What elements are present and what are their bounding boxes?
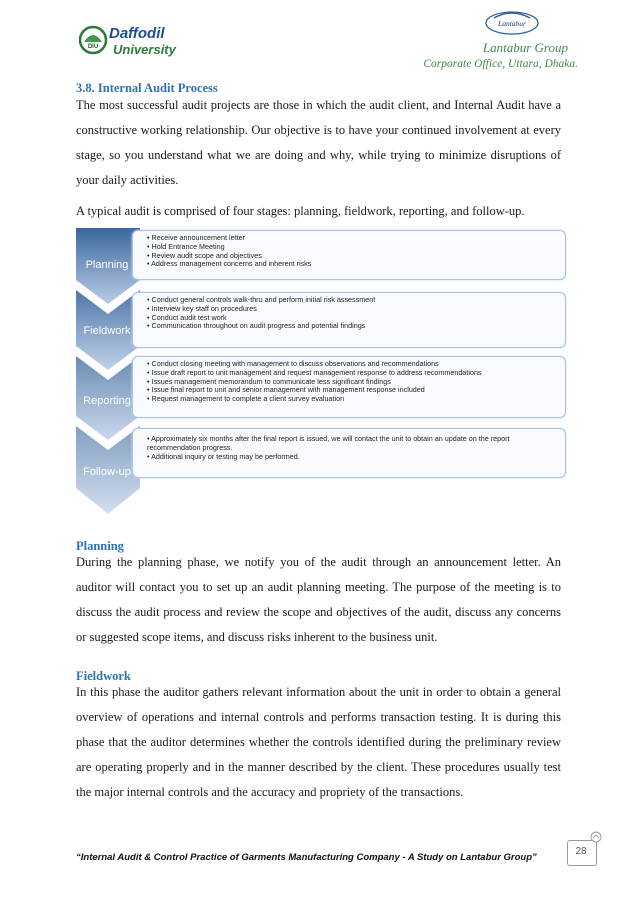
list-item: • Conduct general controls walk-thru and perform initial risk assessment — [147, 295, 376, 304]
stage-label-planning: Planning — [85, 259, 129, 271]
list-item: • Receive announcement letter — [147, 233, 246, 242]
page-number: 28 — [575, 846, 587, 857]
stages-paragraph: A typical audit is comprised of four stages: planning, fieldwork, reporting, and follow-up. — [76, 204, 525, 218]
fieldwork-paragraph: In this phase the auditor gathers relevant information about the unit in order to obtain a general overview of operations and internal controls and performs transaction testing. It is during this phase that the auditor determines whether the controls identified during the preliminary review are operating properly and in the manner described by the client. These procedures usually test the major internal controls and the accuracy and propriety of the transactions. — [76, 685, 561, 799]
logo-line1: Daffodil — [109, 25, 165, 42]
list-item: • Conduct audit test work — [147, 312, 227, 322]
audit-process-diagram — [76, 228, 566, 518]
list-item: • Issues management memorandum to communicate less significant findings — [147, 376, 391, 386]
stage-label-followup: Follow-up — [83, 466, 131, 478]
planning-box — [132, 230, 566, 280]
logo-line2: University — [113, 42, 176, 57]
company-address: Corporate Office, Uttara, Dhaka. — [423, 58, 578, 70]
planning-heading: Planning — [76, 539, 124, 553]
section-heading: 3.8. Internal Audit Process — [76, 81, 218, 95]
list-item: • Additional inquiry or testing may be performed. — [147, 451, 300, 461]
daffodil-university-logo — [76, 20, 206, 60]
followup-box — [132, 428, 566, 478]
list-item: • Review audit scope and objectives — [147, 250, 262, 260]
footer-title: “Internal Audit & Control Practice of Garments Manufacturing Company - A Study on Lantabur Group” — [76, 852, 537, 863]
planning-paragraph: During the planning phase, we notify you of the audit through an announcement letter. An auditor will contact you to set up an audit planning meeting. The purpose of the meeting is to discuss the audit process and review the scope and objectives of the audit, discuss any concerns or suggested scope items, and discuss risks inherent to the business unit. — [76, 555, 561, 644]
list-item: • Communication throughout on audit progress and potential findings — [147, 321, 366, 331]
company-name: Lantabur Group — [482, 40, 568, 55]
stage-label-reporting: Reporting — [83, 395, 131, 407]
reporting-box — [132, 356, 566, 418]
list-item: • Approximately six months after the final report is issued, we will contact the unit to obtain an update on the report recommendation progress. — [147, 434, 510, 452]
page-corner-icon — [590, 831, 602, 843]
logo-emblem-text: DIU — [87, 44, 99, 50]
list-item: • Issue final report to unit and senior management with management response included — [147, 385, 425, 395]
fieldwork-heading: Fieldwork — [76, 669, 131, 683]
stage-label-fieldwork: Fieldwork — [83, 325, 131, 337]
list-item: • Conduct closing meeting with management to discuss observations and recommendations — [147, 359, 439, 368]
lantabur-logo — [484, 10, 540, 36]
list-item: • Issue draft report to unit management and request management response to address recommendations — [147, 367, 482, 377]
list-item: • Hold Entrance Meeting — [147, 241, 225, 251]
list-item: • Address management concerns and inherent risks — [147, 259, 312, 269]
fieldwork-box — [132, 292, 566, 348]
list-item: • Interview key staff on procedures — [147, 303, 257, 313]
intro-paragraph: The most successful audit projects are those in which the audit client, and Internal Audit have a constructive working relationship. Our objective is to have your continued involvement at every stage, so you understand what we are doing and why, while trying to minimize disruptions of your daily activities. — [76, 98, 561, 187]
list-item: • Request management to complete a client survey evaluation — [147, 394, 345, 404]
lantabur-logo-text: Lantabur — [498, 19, 526, 28]
